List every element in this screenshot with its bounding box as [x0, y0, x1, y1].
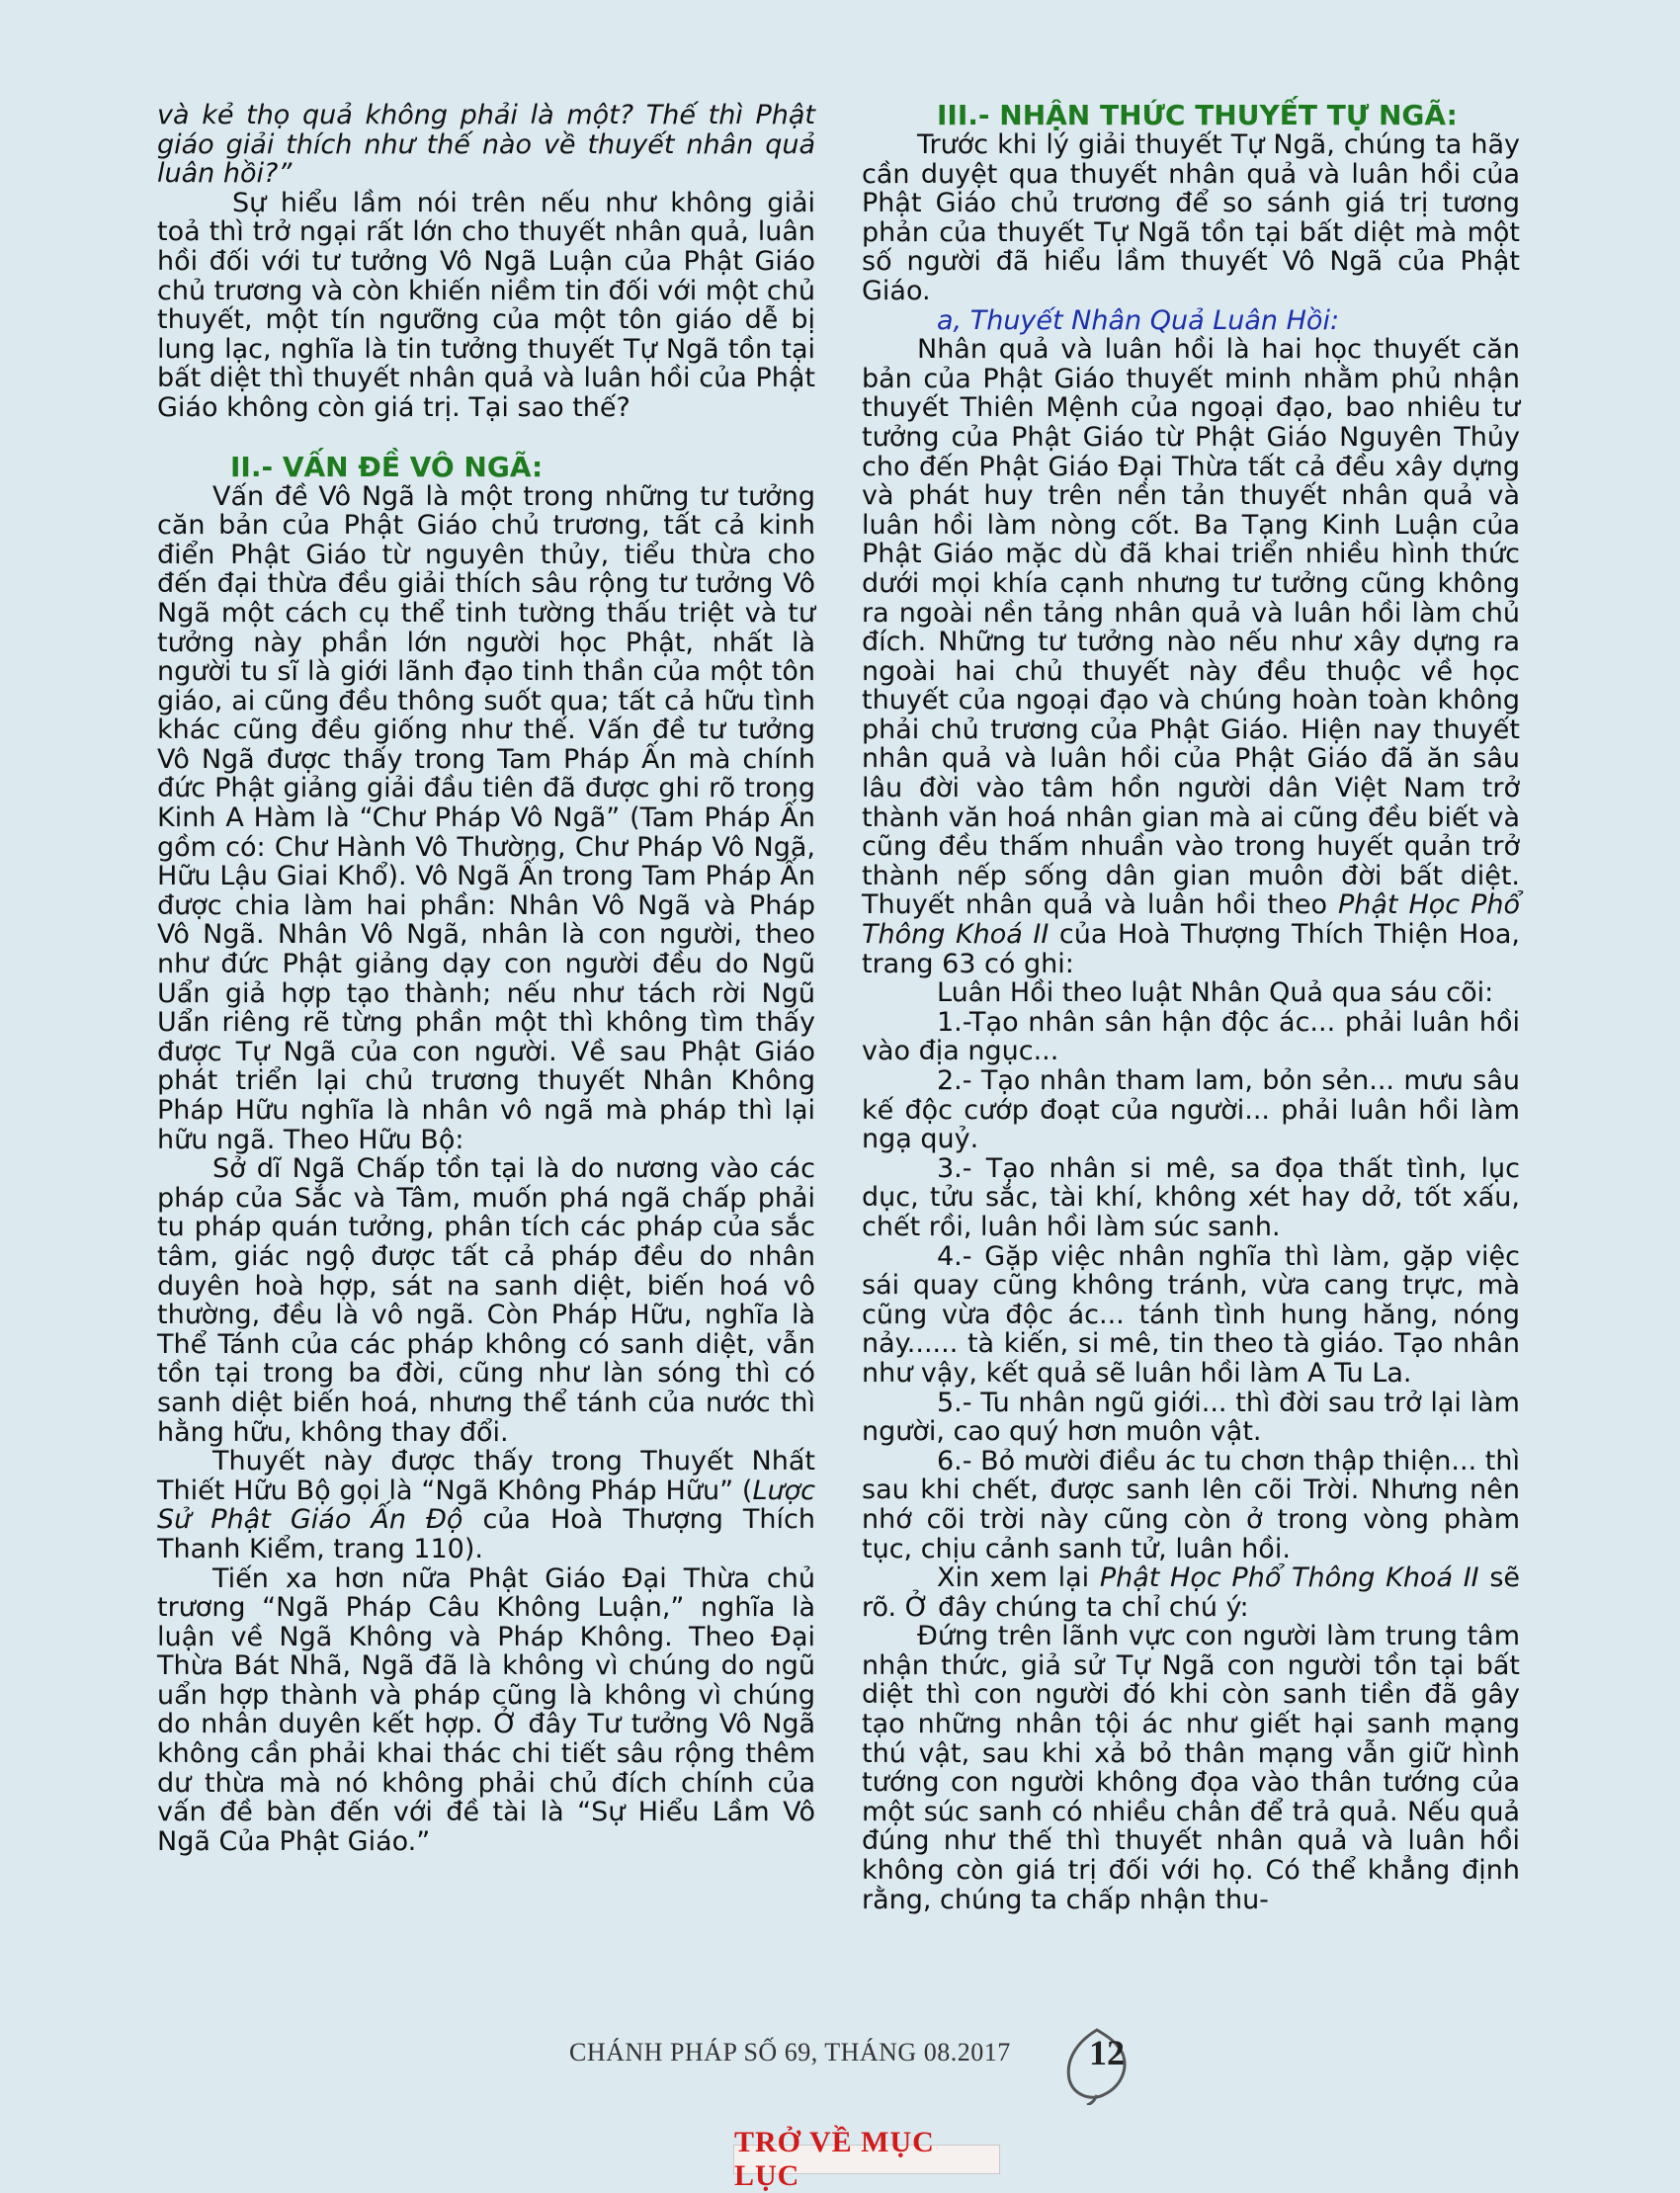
list-item: 4.- Gặp việc nhân nghĩa thì làm, gặp việc sái quay cũng không tránh, vừa cang trực, mà cũng vừa độc ác... tánh tình hung hăng, nóng nảy...... tà kiến, si mê, tin theo tà giáo. Tạo nhân như vậy, kết quả sẽ luân hồi làm A Tu La.: [862, 1240, 1520, 1389]
list-item: 5.- Tu nhân ngũ giới... thì đời sau trở lại làm người, cao quý hơn muôn vật.: [862, 1387, 1520, 1448]
paragraph: Đứng trên lãnh vực con người làm trung tâm nhận thức, giả sử Tự Ngã con người tồn tại bất diệt thì con người đó khi còn sanh tiền đã gây tạo những nhân tội ác như giết hại sanh mạng thú vật, sau khi xả bỏ thân mạng vẫn giữ hình tướng con người không đọa vào thân tướng của một súc sanh có nhiều chân để trả quả. Nếu quả đúng như thế thì thuyết nhân quả và luân hồi không còn giá trị đối với họ. Có thể khẳng định rằng, chúng ta chấp nhận thu-: [862, 1621, 1520, 1915]
list-item: 6.- Bỏ mười điều ác tu chơn thập thiện... thì sau khi chết, được sanh lên cõi Trời. Nhưng nên nhớ cõi trời này cũng còn ở trong vòng phàm tục, chịu cảnh sanh tử, luân hồi.: [862, 1445, 1520, 1564]
list-item: 1.-Tạo nhân sân hận độc ác... phải luân hồi vào địa ngục...: [862, 1006, 1520, 1067]
paragraph: Sở dĩ Ngã Chấp tồn tại là do nương vào các pháp của Sắc và Tâm, muốn phá ngã chấp phải tu pháp quán tưởng, phân tích các pháp của sắc tâm, giác ngộ được tất cả pháp đều do nhân duyên hoà hợp, sát na sanh diệt, biến hoá vô thường, đều là vô ngã. Còn Pháp Hữu, nghĩa là Thể Tánh của các pháp không có sanh diệt, vẫn tồn tại trong ba đời, cũng như làn sóng thì có sanh diệt biến hoá, nhưng thể tánh của nước thì hằng hữu, không thay đổi.: [157, 1153, 815, 1448]
text-run: sẽ rõ. Ở đây chúng ta chỉ chú ý:: [862, 1562, 1521, 1623]
text-run: Thuyết này được thấy trong Thuyết Nhất Thiết Hữu Bộ gọi là “Ngã Không Pháp Hữu” (: [157, 1446, 815, 1506]
book-title: Phật Học Phổ Thông Khoá II: [862, 889, 1520, 951]
section-heading: III.- NHẬN THỨC THUYẾT TỰ NGÃ:: [937, 99, 1458, 131]
intro-quote: và kẻ thọ quả không phải là một? Thế thì Phật giáo giải thích như thế nào về thuyết nhân quả luân hồi?”: [157, 100, 815, 190]
paragraph: Tiến xa hơn nữa Phật Giáo Đại Thừa chủ trương “Ngã Pháp Câu Không Luận,” nghĩa là luận về Ngã Không và Pháp Không. Theo Đại Thừa Bát Nhã, Ngã đã là không vì chúng do ngũ uẩn hợp thành và pháp cũng là không vì chúng do nhân duyên kết hợp. Ở đây Tư tưởng Vô Ngã không cần phải khai thác chi tiết sâu rộng thêm dư thừa mà nó không phải chủ đích chính của vấn đề bàn đến với đề tài là “Sự Hiểu Lầm Vô Ngã Của Phật Giáo.”: [157, 1562, 815, 1857]
list-intro: Luân Hồi theo luật Nhân Quả qua sáu cõi:: [937, 977, 1494, 1009]
paragraph: [862, 335, 1520, 978]
book-title: Lược Sử Phật Giáo Ấn Độ: [157, 1475, 815, 1536]
right-column: [862, 101, 1520, 1914]
section-heading: II.- VẤN ĐỀ VÔ NGÃ:: [230, 450, 544, 483]
text-run: Nhân quả và luân hồi là hai học thuyết căn bản của Phật Giáo thuyết minh nhằm phủ nhận thuyết Thiên Mệnh của ngoại đạo, bao nhiêu tư tưởng của Phật Giáo từ Phật Giáo Nguyên Thủy cho đến Phật Giáo Đại Thừa tất cả đều xây dựng và phát huy trên nền tản thuyết nhân quả và luân hồi làm nòng cốt. Ba Tạng Kinh Luận của Phật Giáo mặc dù đã khai triển nhiều hình thức dưới mọi khía cạnh nhưng tư tưởng cũng không ra ngoài nền tảng nhân quả và luân hồi làm chủ đích. Những tư tưởng nào nếu như xây dựng ra ngoài hai chủ thuyết này đều thuộc về học thuyết của ngoại đạo và chúng hoàn toàn không phải chủ trương của Phật Giáo. Hiện nay thuyết nhân quả và luân hồi của Phật Giáo đã ăn sâu lâu đời vào tâm hồn người dân Việt Nam trở thành văn hoá nhân gian mà ai cũng đều biết và cũng đều thấm nhuần vào trong huyết quản trở thành nếp sống dân gian muôn đời bất diệt. Thuyết nhân quả và luân hồi theo: [862, 334, 1520, 921]
text-run: Xin xem lại: [937, 1562, 1100, 1594]
back-to-contents-button[interactable]: TRỞ VỀ MỤC LỤC: [733, 2145, 1000, 2174]
subsection-heading: a, Thuyết Nhân Quả Luân Hồi:: [937, 304, 1340, 336]
list-item: 3.- Tạo nhân si mê, sa đọa thất tình, lục dục, tửu sắc, tài khí, không xét hay dở, tốt xấu, chết rồi, luân hồi làm súc sanh.: [862, 1152, 1520, 1242]
paragraph: Sự hiểu lầm nói trên nếu như không giải toả thì trở ngại rất lớn cho thuyết nhân quả, luân hồi đối với tư tưởng Vô Ngã Luận của Phật Giáo chủ trương và còn khiến niềm tin đối với một chủ thuyết, một tín ngưỡng của một tôn giáo dễ bị lung lạc, nghĩa là tin tưởng thuyết Tự Ngã tồn tại bất diệt thì thuyết nhân quả và luân hồi của Phật Giáo không còn giá trị. Tại sao thế?: [157, 187, 815, 423]
publication-info: CHÁNH PHÁP SỐ 69, THÁNG 08.2017: [569, 2038, 1011, 2066]
page-footer: [0, 2026, 1680, 2105]
list-item: 2.- Tạo nhân tham lam, bỏn sẻn... mưu sâu kế độc cướp đoạt của người... phải luân hồi làm ngạ quỷ.: [862, 1065, 1520, 1155]
paragraph: [157, 1447, 815, 1563]
paragraph: Vấn đề Vô Ngã là một trong những tư tưởng căn bản của Phật Giáo chủ trương, tất cả kinh điển Phật Giáo từ nguyên thủy, tiểu thừa cho đến đại thừa đều giải thích sâu rộng tư tưởng Vô Ngã một cách cụ thể tinh tường thấu triệt và tư tưởng này phần lớn người học Phật, nhất là người tu sĩ là giới lãnh đạo tinh thần của một tôn giáo, ai cũng đều thông suốt qua; tất cả hữu tình khác cũng đều giống như thế. Vấn đề tư tưởng Vô Ngã được thấy trong Tam Pháp Ấn mà chính đức Phật giảng giải đầu tiên đã được ghi rõ trong Kinh A Hàm là “Chư Pháp Vô Ngã” (Tam Pháp Ấn gồm có: Chư Hành Vô Thường, Chư Pháp Vô Ngã, Hữu Lậu Giai Khổ). Vô Ngã Ấn trong Tam Pháp Ấn được chia làm hai phần: Nhân Vô Ngã và Pháp Vô Ngã. Nhân Vô Ngã, nhân là con người, theo như đức Phật giảng dạy con người đều do Ngũ Uẩn giả hợp tạo thành; nếu như tách rời Ngũ Uẩn riêng rẽ từng phần một thì không tìm thấy được Tự Ngã của con người. Về sau Phật Giáo phát triển lại chủ trương thuyết Nhân Không Pháp Hữu nghĩa là nhân vô ngã mà pháp thì lại hữu ngã. Theo Hữu Bộ:: [157, 480, 815, 1155]
page-number: 12: [1089, 2033, 1125, 2072]
text-run: của Hoà Thượng Thích Thiện Hoa, trang 63 có ghi:: [862, 919, 1520, 979]
left-column: [157, 101, 815, 1856]
text-run: của Hoà Thượng Thích Thanh Kiểm, trang 110).: [157, 1504, 815, 1564]
paragraph: Trước khi lý giải thuyết Tự Ngã, chúng ta hãy cần duyệt qua thuyết nhân quả và luân hồi của Phật Giáo chủ trương để so sánh giá trị tương phản của thuyết Tự Ngã tồn tại bất diệt mà một số người đã hiểu lầm thuyết Vô Ngã của Phật Giáo.: [862, 129, 1520, 306]
paragraph: [862, 1563, 1520, 1622]
book-title: Phật Học Phổ Thông Khoá II: [1099, 1562, 1479, 1594]
